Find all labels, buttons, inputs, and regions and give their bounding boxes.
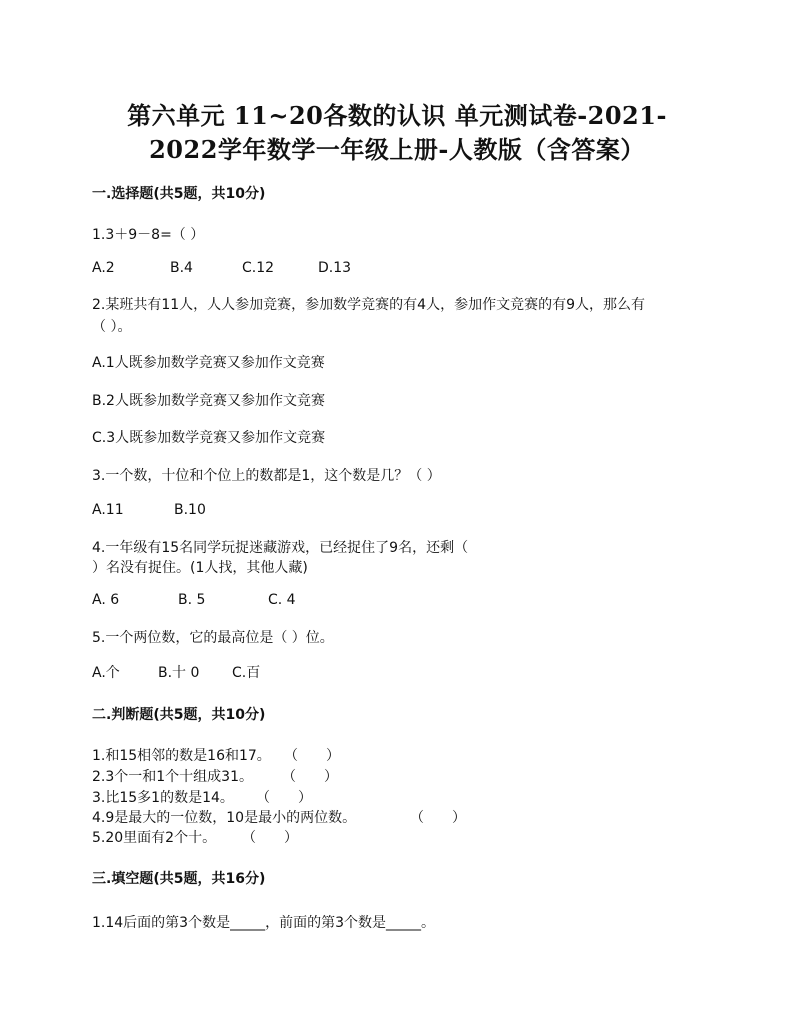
option-a: A.2 — [92, 260, 115, 276]
question-2-option-c: C.3人既参加数学竞赛又参加作文竞赛 — [92, 430, 326, 446]
judge-answer-blank: （ ） — [410, 810, 466, 826]
question-2-line-1: 2.某班共有11人，人人参加竞赛，参加数学竞赛的有4人，参加作文竞赛的有9人，那么有 — [92, 297, 645, 313]
judge-item-2 — [92, 766, 338, 786]
option-b: B.4 — [170, 260, 193, 276]
section-choice-heading: 一.选择题(共5题，共10分) — [92, 186, 266, 202]
option-b: B.十 0 — [158, 665, 200, 681]
question-4-line-2: ）名没有捉住。(1人找，其他人藏) — [92, 560, 308, 576]
judge-item-4 — [92, 807, 466, 827]
judge-text: 4.9是最大的一位数，10是最小的两位数。 — [92, 810, 357, 826]
question-1: 1.3＋9－8=（ ） — [92, 227, 205, 243]
question-2-option-b: B.2人既参加数学竞赛又参加作文竞赛 — [92, 393, 325, 409]
option-c: C.12 — [242, 260, 275, 276]
section-judge-heading: 二.判断题(共5题，共10分) — [92, 707, 266, 723]
judge-text: 5.20里面有2个十。 — [92, 830, 217, 846]
question-2-line-2: （ ）。 — [92, 319, 132, 335]
option-b: B.10 — [174, 502, 206, 518]
option-c: C.百 — [232, 665, 261, 681]
judge-item-3 — [92, 787, 312, 807]
option-b: B. 5 — [178, 592, 206, 608]
question-2-option-a: A.1人既参加数学竞赛又参加作文竞赛 — [92, 355, 325, 371]
judge-text: 1.和15相邻的数是16和17。 — [92, 748, 271, 764]
option-a: A.个 — [92, 665, 120, 681]
judge-item-5 — [92, 827, 298, 847]
question-3: 3.一个数，十位和个位上的数都是1，这个数是几？（ ） — [92, 468, 441, 484]
judge-answer-blank: （ ） — [242, 830, 298, 846]
judge-text: 2.3个一和1个十组成31。 — [92, 769, 253, 785]
question-5: 5.一个两位数，它的最高位是（ ）位。 — [92, 630, 334, 646]
judge-answer-blank: （ ） — [256, 790, 312, 806]
option-a: A. 6 — [92, 592, 120, 608]
question-4-line-1: 4.一年级有15名同学玩捉迷藏游戏，已经捉住了9名，还剩（ — [92, 540, 469, 556]
option-a: A.11 — [92, 502, 124, 518]
judge-item-1 — [92, 745, 340, 765]
section-fill-heading: 三.填空题(共5题，共16分) — [92, 871, 266, 887]
title-line-2: 2022学年数学一年级上册-人教版（含答案） — [149, 135, 645, 164]
judge-answer-blank: （ ） — [284, 748, 340, 764]
judge-text: 3.比15多1的数是14。 — [92, 790, 234, 806]
fill-question-1: 1.14后面的第3个数是_____，前面的第3个数是_____。 — [92, 915, 435, 931]
option-c: C. 4 — [268, 592, 296, 608]
title-line-1: 第六单元 11~20各数的认识 单元测试卷-2021- — [127, 101, 667, 130]
option-d: D.13 — [318, 260, 352, 276]
judge-answer-blank: （ ） — [282, 769, 338, 785]
